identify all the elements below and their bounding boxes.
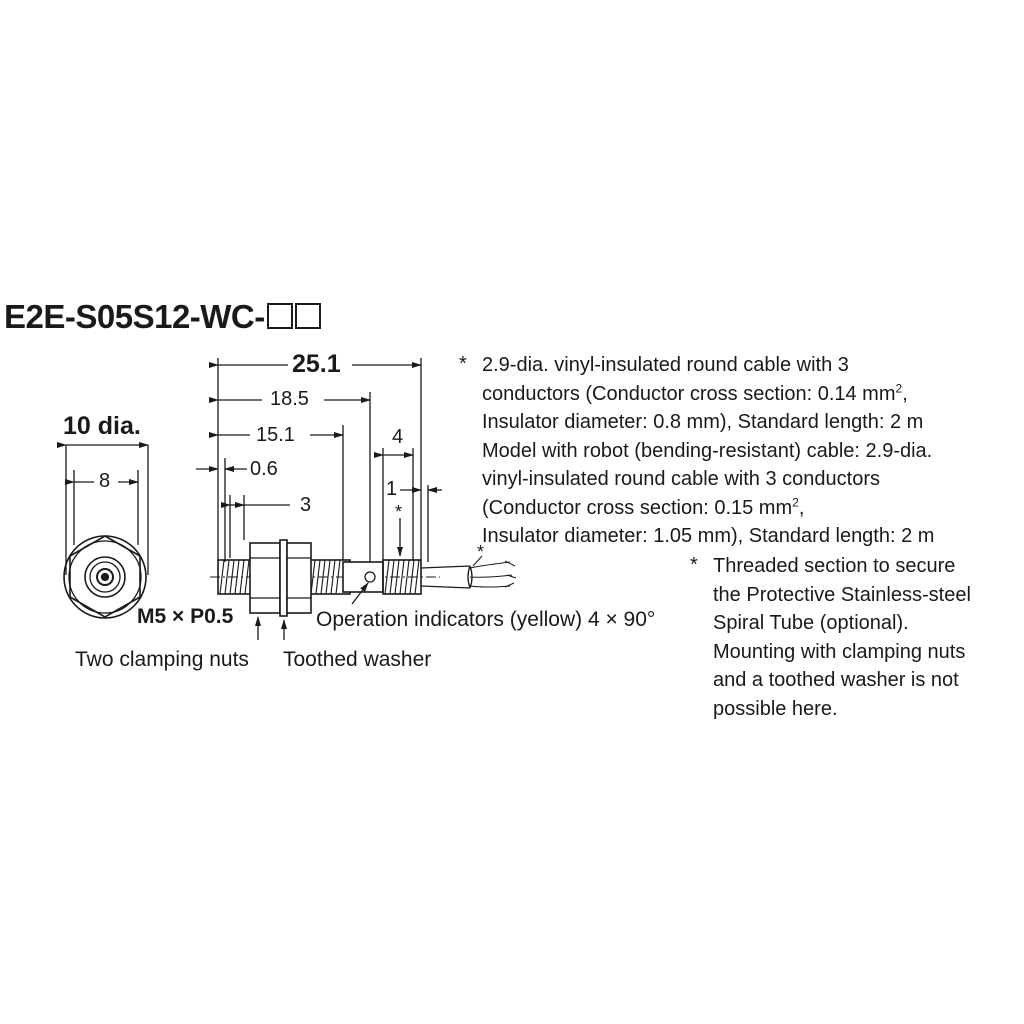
- dim-overall-length: 25.1: [292, 350, 341, 378]
- note-line: Insulator diameter: 1.05 mm), Standard length: 2 m: [482, 525, 935, 547]
- dim-15-1: 15.1: [256, 424, 295, 446]
- note-line: Mounting with clamping nuts: [713, 640, 966, 663]
- toothed-washer-label: Toothed washer: [283, 648, 432, 671]
- cable-note-marker: *: [459, 353, 467, 375]
- note-line: conductors (Conductor cross section: 0.14 $mm^2$,: [482, 380, 908, 405]
- thread-label: M5 × P0.5: [137, 605, 234, 628]
- note-line: the Protective Stainless-steel: [713, 583, 971, 606]
- dim-0-6: 0.6: [250, 458, 278, 480]
- dim-3: 3: [300, 494, 312, 516]
- note-line: and a toothed washer is not: [713, 669, 959, 691]
- side-view: [196, 358, 516, 640]
- inner-dim-label: 8: [99, 470, 111, 492]
- note-line: Insulator diameter: 0.8 mm), Standard length: 2 m: [482, 411, 924, 433]
- operation-indicators-label: Operation indicators (yellow) 4 × 90°: [316, 608, 656, 631]
- note-line: possible here.: [713, 697, 838, 720]
- thread-note-marker: *: [690, 554, 698, 576]
- note-line: vinyl-insulated round cable with 3 conductors: [482, 468, 880, 490]
- note-line: Threaded section to secure: [713, 555, 956, 577]
- dim-18-5: 18.5: [270, 388, 309, 410]
- diameter-label: 10 dia.: [63, 412, 141, 440]
- model-number: E2E-S05S12-WC-: [4, 298, 265, 335]
- thread-note: [713, 552, 971, 723]
- dim-1: 1: [386, 478, 398, 500]
- note-line: Spiral Tube (optional).: [713, 612, 909, 634]
- model-title: [4, 298, 321, 336]
- cable-asterisk-marker: *: [477, 542, 485, 562]
- dim-4: 4: [392, 426, 404, 448]
- note-line: Model with robot (bending-resistant) cable: 2.9-dia.: [482, 439, 933, 462]
- clamping-nuts-label: Two clamping nuts: [75, 648, 249, 671]
- asterisk-marker: *: [395, 502, 403, 522]
- note-line: 2.9-dia. vinyl-insulated round cable with 3: [482, 354, 849, 376]
- suffix-box: [267, 303, 293, 329]
- suffix-box: [295, 303, 321, 329]
- cable-note: [482, 351, 934, 551]
- note-line: (Conductor cross section: 0.15 $mm^2$,: [482, 494, 805, 519]
